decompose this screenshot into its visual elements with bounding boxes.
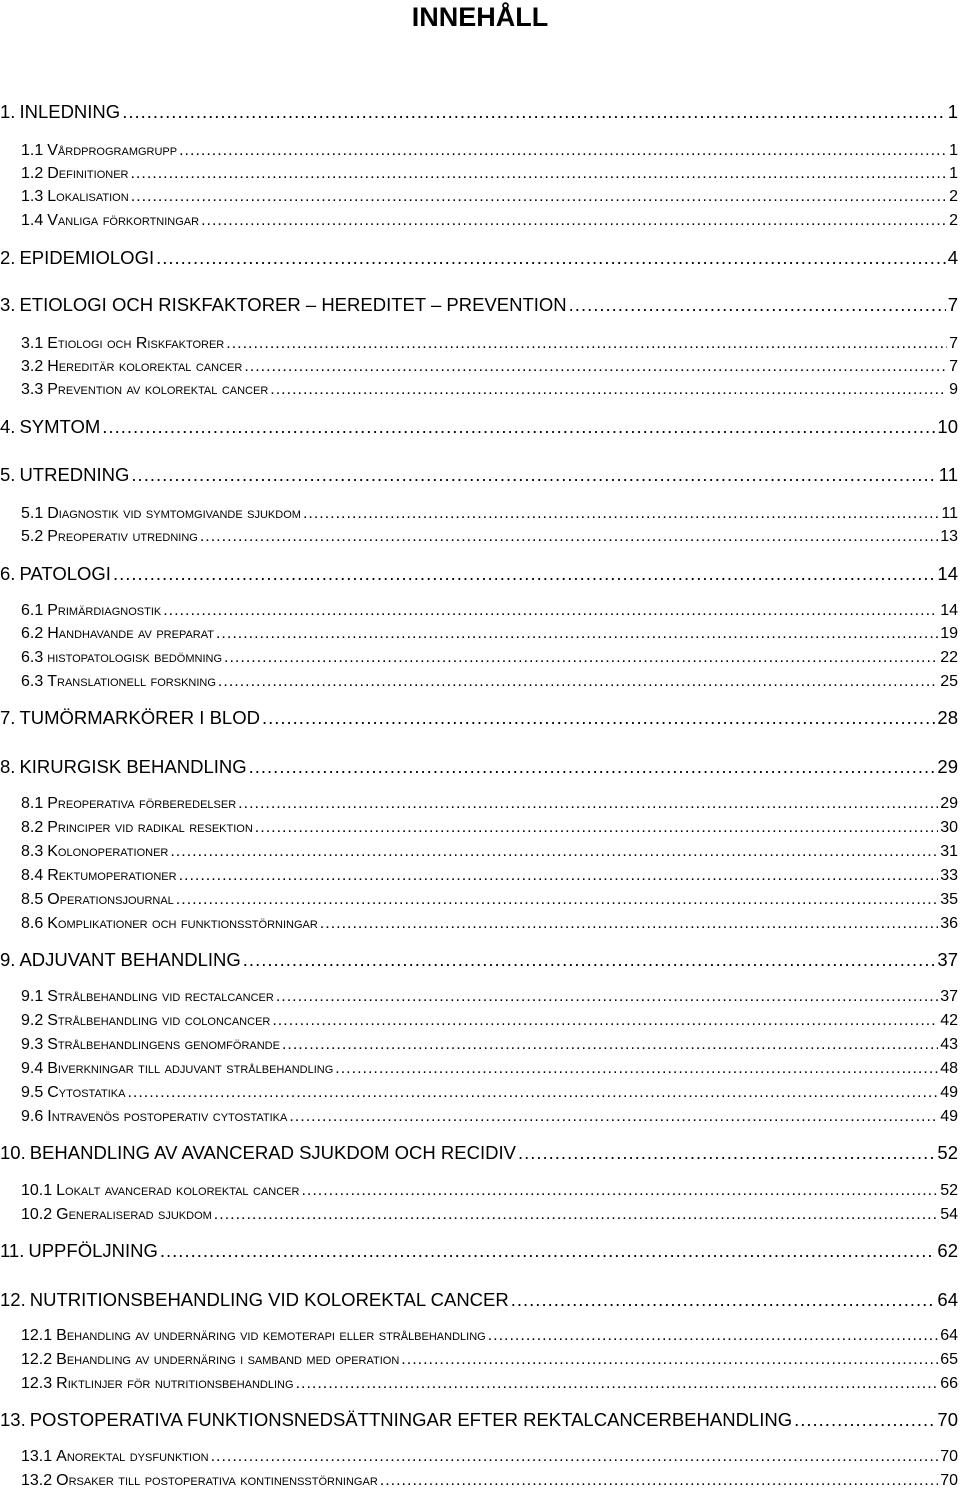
toc-entry[interactable] xyxy=(0,416,958,438)
toc-entry-page: 7 xyxy=(949,358,958,375)
dot-leader xyxy=(255,818,938,837)
dot-leader xyxy=(282,1035,938,1054)
toc-entry[interactable] xyxy=(0,187,958,206)
toc-entry[interactable] xyxy=(0,1326,958,1345)
dot-leader xyxy=(170,842,938,861)
toc-entry-title: 13.1 Anorektal dysfunktion xyxy=(21,1448,209,1465)
toc-entry[interactable] xyxy=(0,949,958,971)
dot-leader xyxy=(511,1289,936,1311)
toc-entry-page: 7 xyxy=(947,294,958,315)
toc-entry-page: 65 xyxy=(940,1351,958,1368)
toc-entry[interactable] xyxy=(0,866,958,885)
toc-entry-title: 2. EPIDEMIOLOGI xyxy=(0,247,155,268)
toc-entry-title: 7. TUMÖRMARKÖRER I BLOD xyxy=(0,707,260,728)
toc-entry-page: 37 xyxy=(940,988,958,1005)
toc-entry[interactable] xyxy=(0,1409,958,1431)
toc-entry-title: 5.2 Preoperativ utredning xyxy=(21,528,198,545)
toc-entry-page: 9 xyxy=(949,381,958,398)
toc-entry-page: 66 xyxy=(940,1375,958,1392)
dot-leader xyxy=(131,187,947,206)
toc-entry[interactable] xyxy=(0,563,958,585)
toc-entry-title: 10.1 Lokalt avancerad kolorektal cancer xyxy=(21,1182,300,1199)
toc-entry-page: 31 xyxy=(940,843,958,860)
toc-entry-page: 49 xyxy=(940,1084,958,1101)
toc-entry-title: 3.3 Prevention av kolorektal cancer xyxy=(21,381,269,398)
dot-leader xyxy=(794,1409,935,1431)
dot-leader xyxy=(401,1350,938,1369)
toc-entry-page: 30 xyxy=(940,819,958,836)
toc-entry-page: 70 xyxy=(940,1448,958,1465)
toc-entry[interactable] xyxy=(0,380,958,399)
toc-entry-title: 3.2 Hereditär kolorektal cancer xyxy=(21,358,243,375)
dot-leader xyxy=(218,672,938,691)
toc-entry-title: 12.3 Riktlinjer för nutritionsbehandling xyxy=(21,1375,294,1392)
toc-entry[interactable] xyxy=(0,987,958,1006)
dot-leader xyxy=(156,247,946,269)
toc-entry-title: 11. UPPFÖLJNING xyxy=(0,1240,158,1261)
toc-entry-page: 70 xyxy=(937,1409,958,1430)
toc-entry[interactable] xyxy=(0,842,958,861)
toc-entry-title: 1.2 Definitioner xyxy=(21,165,129,182)
dot-leader xyxy=(201,211,947,230)
dot-leader xyxy=(163,601,938,620)
toc-entry-title: 9.3 Strålbehandlingens genomförande xyxy=(21,1036,280,1053)
dot-leader xyxy=(249,756,936,778)
dot-leader xyxy=(179,141,947,160)
toc-entry-title: 6.1 Primärdiagnostik xyxy=(21,602,162,619)
dot-leader xyxy=(380,1471,938,1490)
toc-entry-page: 1 xyxy=(949,142,958,159)
toc-entry-page: 2 xyxy=(949,212,958,229)
toc-entry[interactable] xyxy=(0,504,958,523)
toc-entry[interactable] xyxy=(0,1083,958,1102)
toc-entry-title: 3. ETIOLOGI OCH RISKFAKTORER – HEREDITET – PREVENTION xyxy=(0,294,567,315)
toc-entry-title: 9.1 Strålbehandling vid rectalcancer xyxy=(21,988,274,1005)
dot-leader xyxy=(320,914,938,933)
toc-entry-title: 8.4 Rektumoperationer xyxy=(21,867,177,884)
toc-entry-title: 12.1 Behandling av undernäring vid kemoterapi eller strålbehandling xyxy=(21,1327,486,1344)
toc-entry-page: 70 xyxy=(940,1472,958,1489)
toc-entry-page: 42 xyxy=(940,1012,958,1029)
toc-entry-title: 9.5 Cytostatika xyxy=(21,1084,126,1101)
toc-entry-page: 52 xyxy=(937,1142,958,1163)
toc-entry[interactable] xyxy=(0,1059,958,1078)
toc-entry-page: 14 xyxy=(940,602,958,619)
toc-entry[interactable] xyxy=(0,672,958,691)
dot-leader xyxy=(216,624,938,643)
toc-entry[interactable] xyxy=(0,1447,958,1466)
toc-entry-page: 1 xyxy=(949,165,958,182)
toc-entry[interactable] xyxy=(0,211,958,230)
toc-entry-title: 9.4 Biverkningar till adjuvant strålbehandling xyxy=(21,1060,334,1077)
toc-entry-title: 8.6 Komplikationer och funktionsstörningar xyxy=(21,915,318,932)
toc-entry-title: 9.6 Intravenös postoperativ cytostatika xyxy=(21,1108,288,1125)
toc-entry-page: 11 xyxy=(941,505,958,522)
toc-entry-page: 48 xyxy=(940,1060,958,1077)
toc-entry[interactable] xyxy=(0,601,958,620)
toc-entry-title: 9.2 Strålbehandling vid coloncancer xyxy=(21,1012,271,1029)
toc-entry[interactable] xyxy=(0,1240,958,1262)
toc-entry-title: 1. INLEDNING xyxy=(0,101,121,122)
dot-leader xyxy=(272,1011,938,1030)
toc-entry-page: 36 xyxy=(940,915,958,932)
toc-entry[interactable] xyxy=(0,624,958,643)
toc-entry-title: 6.3 Translationell forskning xyxy=(21,673,216,690)
dot-leader xyxy=(131,464,936,486)
dot-leader xyxy=(569,294,946,316)
dot-leader xyxy=(224,648,938,667)
page-title: INNEHÅLL xyxy=(411,2,549,32)
toc-entry-title: 1.1 Vårdprogramgrupp xyxy=(21,142,178,159)
dot-leader xyxy=(179,866,939,885)
dot-leader xyxy=(176,890,938,909)
toc-entry-page: 35 xyxy=(940,891,958,908)
toc-entry[interactable] xyxy=(0,1107,958,1126)
toc-entry[interactable] xyxy=(0,794,958,813)
toc-entry-title: 10. BEHANDLING AV AVANCERAD SJUKDOM OCH RECIDIV xyxy=(0,1142,516,1163)
toc-entry-page: 13 xyxy=(940,528,958,545)
dot-leader xyxy=(122,101,946,123)
toc-entry-page: 25 xyxy=(940,673,958,690)
toc-entry-title: 8.1 Preoperativa förberedelser xyxy=(21,795,237,812)
toc-entry-page: 19 xyxy=(940,625,958,642)
toc-entry-title: 5. UTREDNING xyxy=(0,464,130,485)
toc-entry-title: 1.3 Lokalisation xyxy=(21,188,129,205)
toc-entry[interactable] xyxy=(0,1035,958,1054)
toc-entry-title: 6. PATOLOGI xyxy=(0,563,111,584)
toc-entry[interactable] xyxy=(0,357,958,376)
dot-leader xyxy=(296,1374,939,1393)
toc-entry-page: 37 xyxy=(937,949,958,970)
toc-entry-title: 10.2 Generaliserad sjukdom xyxy=(21,1206,212,1223)
toc-entry[interactable] xyxy=(0,1181,958,1200)
toc-entry-page: 14 xyxy=(937,563,958,584)
toc-entry[interactable] xyxy=(0,1142,958,1164)
toc-entry-page: 29 xyxy=(937,756,958,777)
toc-entry-page: 33 xyxy=(940,867,958,884)
toc-entry-page: 64 xyxy=(937,1289,958,1310)
toc-entry[interactable] xyxy=(0,1289,958,1311)
toc-entry[interactable] xyxy=(0,464,958,486)
dot-leader xyxy=(262,707,935,729)
toc-entry[interactable] xyxy=(0,914,958,933)
toc-entry-page: 49 xyxy=(940,1108,958,1125)
dot-leader xyxy=(130,164,947,183)
toc-entry[interactable] xyxy=(0,890,958,909)
dot-leader xyxy=(127,1083,938,1102)
toc-entry[interactable] xyxy=(0,648,958,667)
toc-entry[interactable] xyxy=(0,141,958,160)
toc-entry[interactable] xyxy=(0,1374,958,1393)
toc-entry-page: 4 xyxy=(947,247,958,268)
toc-entry[interactable] xyxy=(0,294,958,316)
toc-entry-page: 2 xyxy=(949,188,958,205)
toc-entry-title: 13.2 Orsaker till postoperativa kontinensstörningar xyxy=(21,1472,378,1489)
toc-entry-page: 62 xyxy=(937,1240,958,1261)
toc-entry[interactable] xyxy=(0,756,958,778)
toc-entry-title: 12.2 Behandling av undernäring i samband med operation xyxy=(21,1351,400,1368)
dot-leader xyxy=(214,1205,938,1224)
toc-entry-title: 4. SYMTOM xyxy=(0,416,101,437)
toc-entry-page: 43 xyxy=(940,1036,958,1053)
toc-entry[interactable] xyxy=(0,527,958,546)
toc-entry[interactable] xyxy=(0,1471,958,1490)
toc-entry-title: 1.4 Vanliga förkortningar xyxy=(21,212,200,229)
toc-entry[interactable] xyxy=(0,707,958,729)
dot-leader xyxy=(113,563,935,585)
dot-leader xyxy=(270,380,947,399)
dot-leader xyxy=(488,1326,939,1345)
toc-entry-title: 8.2 Principer vid radikal resektion xyxy=(21,819,253,836)
toc-entry-page: 11 xyxy=(938,464,958,485)
toc-entry-page: 64 xyxy=(940,1327,958,1344)
dot-leader xyxy=(518,1142,935,1164)
toc-entry-title: 9. ADJUVANT BEHANDLING xyxy=(0,949,241,970)
toc-entry-title: 8.3 Kolonoperationer xyxy=(21,843,169,860)
toc-entry-title: 3.1 Etiologi och Riskfaktorer xyxy=(21,335,225,352)
toc-entry-page: 7 xyxy=(949,335,958,352)
toc-entry[interactable] xyxy=(0,101,958,123)
dot-leader xyxy=(244,357,947,376)
toc-entry[interactable] xyxy=(0,1350,958,1369)
toc-entry-page: 28 xyxy=(937,707,958,728)
toc-entry[interactable] xyxy=(0,818,958,837)
dot-leader xyxy=(335,1059,938,1078)
dot-leader xyxy=(200,527,938,546)
toc-entry-title: 5.1 Diagnostik vid symtomgivande sjukdom xyxy=(21,505,301,522)
dot-leader xyxy=(303,504,939,523)
toc-entry-title: 12. NUTRITIONSBEHANDLING VID KOLOREKTAL CANCER xyxy=(0,1289,509,1310)
dot-leader xyxy=(102,416,935,438)
dot-leader xyxy=(301,1181,938,1200)
toc-entry[interactable] xyxy=(0,247,958,269)
toc-entry-title: 13. POSTOPERATIVA FUNKTIONSNEDSÄTTNINGAR EFTER REKTALCANCERBEHANDLING xyxy=(0,1409,793,1430)
dot-leader xyxy=(211,1447,939,1466)
dot-leader xyxy=(160,1240,936,1262)
toc-entry-page: 54 xyxy=(940,1206,958,1223)
dot-leader xyxy=(243,949,936,971)
toc-entry-page: 29 xyxy=(940,795,958,812)
toc-entry-title: 8.5 Operationsjournal xyxy=(21,891,174,908)
toc-entry-page: 1 xyxy=(947,101,958,122)
toc-entry-title: 8. KIRURGISK BEHANDLING xyxy=(0,756,247,777)
dot-leader xyxy=(238,794,938,813)
toc-entry-title: 6.3 histopatologisk bedömning xyxy=(21,649,223,666)
toc-entry[interactable] xyxy=(0,334,958,353)
toc-entry-page: 22 xyxy=(940,649,958,666)
toc-entry-page: 52 xyxy=(940,1182,958,1199)
toc-entry[interactable] xyxy=(0,1011,958,1030)
dot-leader xyxy=(226,334,947,353)
toc-entry-page: 10 xyxy=(937,416,958,437)
toc-entry[interactable] xyxy=(0,164,958,183)
dot-leader xyxy=(276,987,938,1006)
toc-entry-title: 6.2 Handhavande av preparat xyxy=(21,625,214,642)
toc-entry[interactable] xyxy=(0,1205,958,1224)
dot-leader xyxy=(289,1107,938,1126)
